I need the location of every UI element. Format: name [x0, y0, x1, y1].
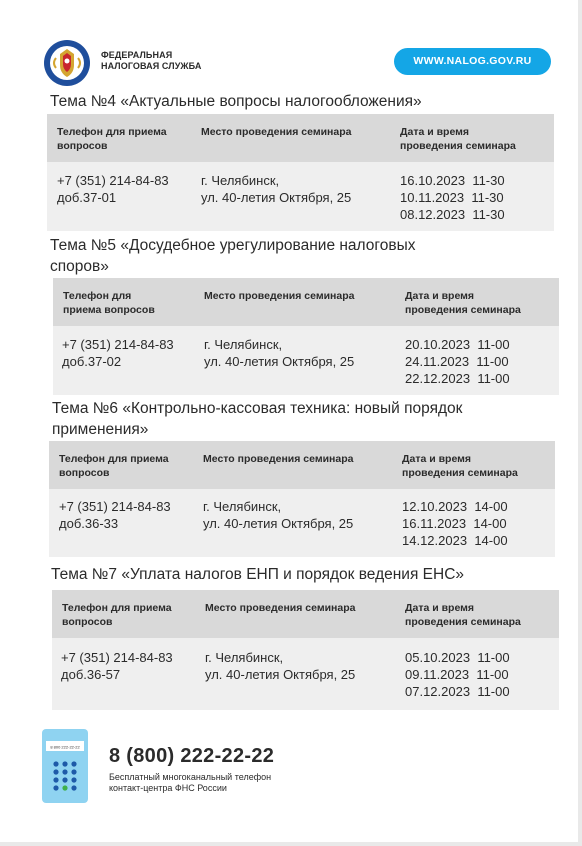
phone-cell — [61, 649, 173, 683]
session — [405, 370, 510, 387]
column-header-phone — [62, 601, 172, 629]
session-time: 11-00 — [477, 684, 510, 699]
hotline-description — [109, 772, 271, 794]
session — [400, 206, 505, 223]
session — [402, 498, 508, 515]
phone-number: +7 (351) 214-84-83 — [61, 650, 173, 665]
session — [402, 515, 508, 532]
session-time: 11-30 — [472, 173, 505, 188]
place-cell — [203, 498, 353, 532]
header-line: проведения семинара — [405, 616, 521, 628]
header-line: проведения семинара — [405, 304, 521, 316]
place-line: г. Челябинск, — [204, 337, 283, 352]
header-line: вопросов — [59, 467, 110, 479]
header-line: Дата и время — [405, 602, 475, 614]
icon-screen-text: 8 800 222-22-22 — [50, 744, 80, 750]
session-date: 16.10.2023 — [400, 173, 466, 188]
page-edge — [578, 0, 582, 846]
page-header — [0, 0, 582, 90]
header-line: Дата и время — [400, 126, 470, 138]
column-header-place: Место проведения семинара — [204, 290, 355, 302]
phone-number: +7 (351) 214-84-83 — [62, 337, 174, 352]
session-time: 14-00 — [474, 499, 508, 514]
hotline-number[interactable]: 8 (800) 222-22-22 — [109, 745, 275, 767]
session-date: 09.11.2023 — [405, 667, 470, 682]
place-line: ул. 40-летия Октября, 25 — [203, 516, 354, 531]
place-line: ул. 40-летия Октября, 25 — [205, 667, 356, 682]
seminar-table — [53, 278, 559, 395]
column-header-place: Место проведения семинара — [201, 126, 352, 138]
topic-title-line: Тема №7 «Уплата налогов ЕНП и порядок ведения ЕНС» — [51, 566, 465, 583]
session-time: 11-30 — [472, 207, 505, 222]
phone-number: +7 (351) 214-84-83 — [59, 499, 171, 514]
place-line: г. Челябинск, — [203, 499, 282, 514]
phone-cell — [57, 172, 169, 206]
header-line: Дата и время — [405, 290, 475, 302]
phone-extension: доб.37-01 — [57, 190, 117, 205]
hotline-description-line: Бесплатный многоканальный телефон — [109, 772, 272, 782]
header-line: вопросов — [62, 616, 113, 628]
session-date: 24.11.2023 — [405, 354, 470, 369]
column-header-place: Место проведения семинара — [205, 602, 356, 614]
phone-cell — [62, 336, 174, 370]
org-name — [101, 50, 201, 72]
org-name-line: НАЛОГОВАЯ СЛУЖБА — [101, 61, 202, 71]
topic-title — [50, 91, 422, 112]
topic-title-line: применения» — [52, 421, 149, 438]
session — [402, 532, 508, 549]
phone-cell — [59, 498, 171, 532]
session-date: 05.10.2023 — [405, 650, 471, 665]
column-header-datetime — [405, 289, 521, 317]
column-header-phone — [57, 125, 167, 153]
place-cell — [205, 649, 355, 683]
session — [405, 336, 510, 353]
header-line: Телефон для приема — [62, 602, 172, 614]
header-line: Телефон для приема — [57, 126, 167, 138]
header-line: приема вопросов — [63, 304, 155, 316]
column-header-place: Место проведения семинара — [203, 453, 354, 465]
session-date: 10.11.2023 — [400, 190, 465, 205]
session-time: 11-00 — [476, 354, 509, 369]
header-line: Телефон для — [63, 290, 132, 302]
session — [405, 683, 510, 700]
phone-keypad-icon — [42, 729, 88, 803]
seminar-table — [52, 590, 559, 710]
topic-title-line: Тема №5 «Досудебное урегулирование налоговых — [50, 237, 416, 254]
hotline-description-line: контакт-центра ФНС России — [109, 783, 227, 793]
session — [405, 649, 510, 666]
place-line: г. Челябинск, — [201, 173, 280, 188]
topic-title — [52, 398, 462, 440]
column-header-phone — [63, 289, 155, 317]
session-date: 14.12.2023 — [402, 533, 468, 548]
header-line: вопросов — [57, 140, 108, 152]
fns-emblem-icon — [42, 38, 92, 88]
topic-title-line: Тема №6 «Контрольно-кассовая техника: новый порядок — [52, 400, 463, 417]
session — [405, 353, 510, 370]
session-time: 11-00 — [477, 371, 510, 386]
session-time: 14-00 — [473, 516, 507, 531]
header-line: Телефон для приема — [59, 453, 169, 465]
datetime-cell — [405, 336, 510, 387]
session-date: 08.12.2023 — [400, 207, 466, 222]
header-line: проведения семинара — [400, 140, 516, 152]
seminar-table — [49, 441, 555, 557]
datetime-cell — [402, 498, 508, 549]
phone-extension: доб.37-02 — [62, 354, 122, 369]
session-date: 07.12.2023 — [405, 684, 471, 699]
place-cell — [204, 336, 354, 370]
session — [400, 172, 505, 189]
website-link-button[interactable]: WWW.NALOG.GOV.RU — [394, 48, 551, 75]
session-date: 20.10.2023 — [405, 337, 471, 352]
session-time: 11-00 — [476, 667, 509, 682]
topic-title — [51, 564, 464, 585]
place-line: ул. 40-летия Октября, 25 — [204, 354, 355, 369]
header-line: проведения семинара — [402, 467, 518, 479]
place-cell — [201, 172, 351, 206]
seminar-table — [47, 114, 554, 231]
column-header-datetime — [402, 452, 518, 480]
session-time: 11-30 — [471, 190, 504, 205]
topic-title-line: споров» — [50, 258, 109, 275]
column-header-datetime — [400, 125, 516, 153]
header-line: Дата и время — [402, 453, 472, 465]
session — [405, 666, 510, 683]
session-date: 22.12.2023 — [405, 371, 471, 386]
phone-number: +7 (351) 214-84-83 — [57, 173, 169, 188]
session-time: 14-00 — [474, 533, 508, 548]
column-header-datetime — [405, 601, 521, 629]
session — [400, 189, 505, 206]
place-line: ул. 40-летия Октября, 25 — [201, 190, 352, 205]
phone-extension: доб.36-57 — [61, 667, 121, 682]
datetime-cell — [400, 172, 505, 223]
place-line: г. Челябинск, — [205, 650, 284, 665]
column-header-phone — [59, 452, 169, 480]
topic-title — [50, 235, 415, 277]
phone-extension: доб.36-33 — [59, 516, 119, 531]
session-time: 11-00 — [477, 337, 510, 352]
org-name-line: ФЕДЕРАЛЬНАЯ — [101, 50, 173, 60]
page-edge — [0, 842, 582, 846]
datetime-cell — [405, 649, 510, 700]
session-date: 12.10.2023 — [402, 499, 468, 514]
session-date: 16.11.2023 — [402, 516, 467, 531]
topic-title-line: Тема №4 «Актуальные вопросы налогообложения» — [50, 93, 422, 110]
session-time: 11-00 — [477, 650, 510, 665]
